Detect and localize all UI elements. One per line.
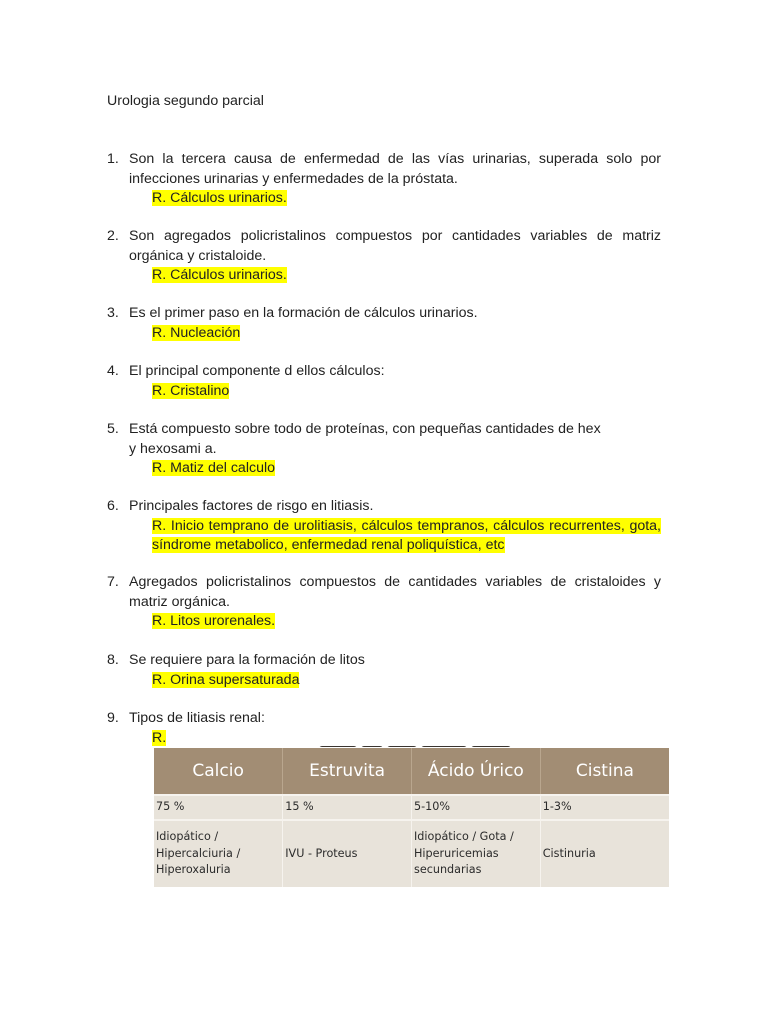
table-header-cell: Cistina: [540, 748, 669, 795]
cropped-heading-fragment: [319, 740, 519, 747]
page-title: Urologia segundo parcial: [107, 93, 264, 109]
question-text: El principal componente d ellos cálculos:: [129, 363, 385, 379]
question-4: [107, 362, 661, 401]
table-header-cell: Calcio: [154, 748, 283, 795]
question-number: 2.: [107, 228, 119, 244]
cell-line: IVU - Proteus: [285, 846, 358, 860]
answer-highlight: R.: [152, 729, 167, 746]
question-6: [107, 497, 661, 556]
question-number: 3.: [107, 305, 119, 321]
answer-highlight: R. Cristalino: [152, 382, 230, 399]
question-7: [107, 573, 661, 632]
table-cell: 15 %: [283, 795, 412, 820]
answer-highlight: R. Cálculos urinarios.: [152, 267, 287, 283]
answer-highlight: R. Inicio temprano de urolitiasis, cálculos tempranos, cálculos recurrentes, gota, síndrome metabolico, enfermedad renal poliquística, etc: [152, 517, 661, 553]
litiasis-table-image: [154, 748, 669, 887]
table-cell: 5-10%: [412, 795, 541, 820]
question-number: 6.: [107, 498, 119, 514]
table-header-cell: Estruvita: [283, 748, 412, 795]
table-header-row: [154, 748, 669, 795]
question-3: [107, 304, 661, 343]
question-number: 1.: [107, 151, 119, 167]
question-number: 4.: [107, 363, 119, 379]
table-cell: [283, 820, 412, 887]
cell-line: secundarias: [414, 863, 482, 877]
table-cell: [412, 820, 541, 887]
cell-line: Idiopático /: [156, 830, 219, 844]
question-number: 9.: [107, 710, 119, 726]
question-text-line-1: Está compuesto sobre todo de proteínas, con pequeñas cantidades de hex: [129, 421, 601, 437]
cell-line: Idiopático / Gota /: [414, 830, 514, 844]
question-text: Son la tercera causa de enfermedad de las vías urinarias, superada solo por infecciones urinarias y enfermedades de la próstata.: [129, 151, 661, 187]
table-cell: 75 %: [154, 795, 283, 820]
table-header-cell: Ácido Úrico: [412, 748, 541, 795]
question-text: Principales factores de risgo en litiasis.: [129, 498, 374, 514]
question-number: 8.: [107, 652, 119, 668]
cell-line: Cistinuria: [542, 846, 596, 860]
cell-line: Hipercalciuria /: [156, 846, 241, 860]
question-2: [107, 227, 661, 286]
cell-line: Hiperuricemias: [414, 846, 499, 860]
table-cell: [540, 820, 669, 887]
answer-highlight: R. Matiz del calculo: [152, 460, 276, 476]
litiasis-types-table: [154, 748, 669, 887]
question-text-line-2: y hexosami a.: [129, 440, 217, 457]
answer-highlight: R. Orina supersaturada: [152, 671, 300, 688]
answer-highlight: R. Litos urorenales.: [152, 613, 276, 629]
question-number: 7.: [107, 574, 119, 590]
question-1: [107, 150, 661, 209]
question-text: Tipos de litiasis renal:: [129, 710, 265, 726]
table-row: [154, 795, 669, 820]
question-5: [107, 420, 661, 479]
question-text: Agregados policristalinos compuestos de cantidades variables de cristaloides y matriz orgánica.: [129, 574, 661, 610]
question-text: Es el primer paso en la formación de cálculos urinarios.: [129, 305, 478, 321]
question-number: 5.: [107, 421, 119, 437]
table-cell: 1-3%: [540, 795, 669, 820]
table-row: [154, 820, 669, 887]
question-text: Son agregados policristalinos compuestos por cantidades variables de matriz orgánica y cristaloide.: [129, 228, 661, 264]
answer-highlight: R. Nucleación: [152, 324, 241, 341]
table-cell: [154, 820, 283, 887]
question-8: [107, 651, 661, 690]
answer-highlight: R. Cálculos urinarios.: [152, 190, 287, 206]
cell-line: Hiperoxaluria: [156, 863, 231, 877]
question-text: Se requiere para la formación de litos: [129, 652, 365, 668]
